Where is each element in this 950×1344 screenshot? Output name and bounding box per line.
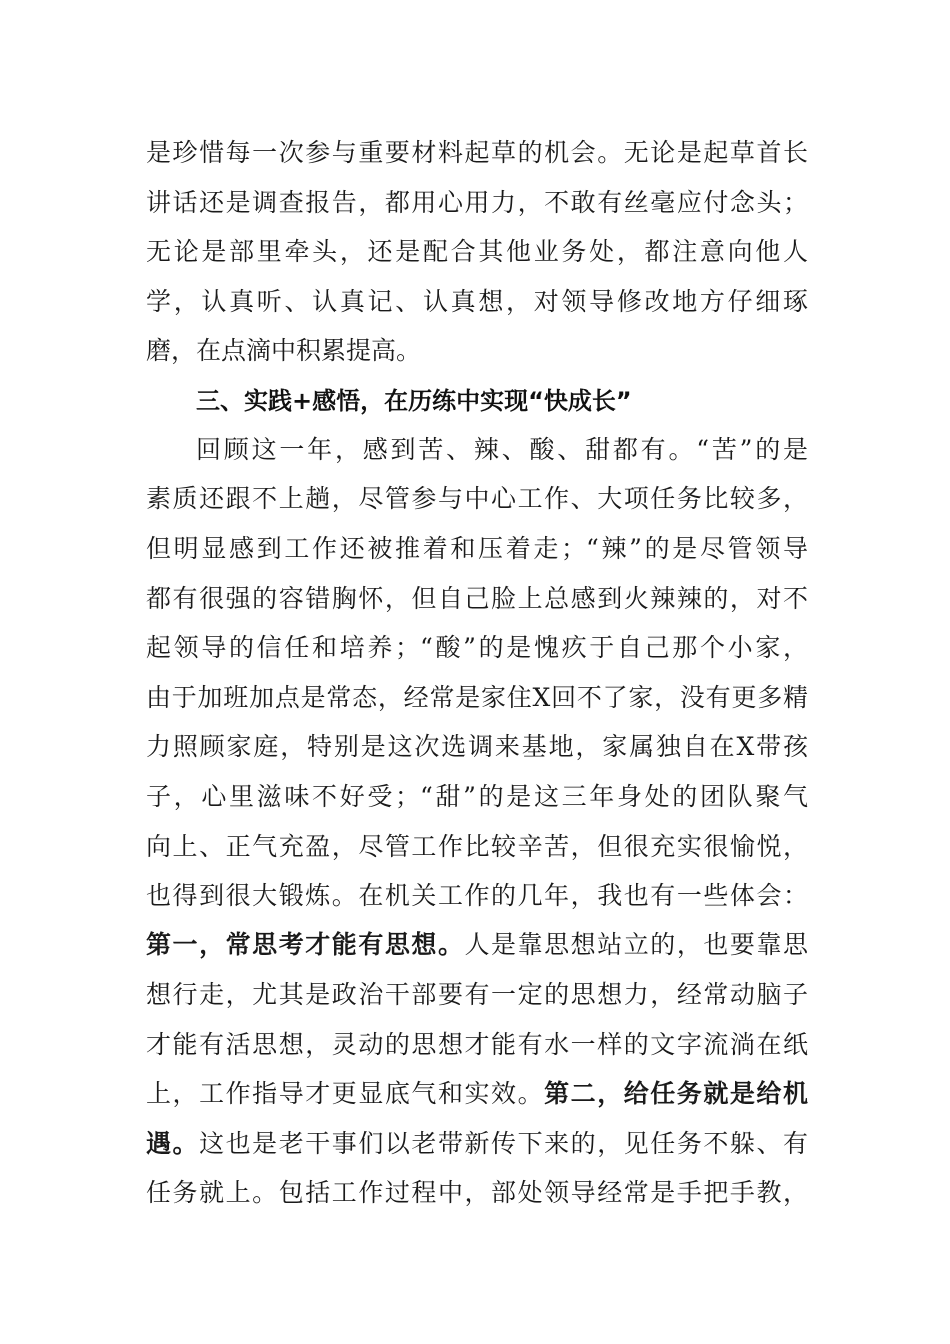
bold-point-two-end: 遇。 [146,1129,200,1158]
text-line: 磨，在点滴中积累提高。 [146,336,422,365]
text-line: 才能有活思想，灵动的思想才能有水一样的文字流淌在纸 [146,1030,808,1059]
text-line: 素质还跟不上趟，尽管参与中心工作、大项任务比较多， [146,484,808,513]
text-line: 讲话还是调查报告，都用心用力，不敢有丝毫应付念头； [146,188,808,217]
text-line: 无论是部里牵头，还是配合其他业务处，都注意向他人 [146,237,808,266]
text-line: 子，心里滋味不好受；“甜”的是这三年身处的团队聚气 [146,782,808,811]
text-line: 回顾这一年，感到苦、辣、酸、甜都有。“苦”的是 [196,435,808,464]
text-line: 学，认真听、认真记、认真想，对领导修改地方仔细琢 [146,287,808,316]
bold-point-one: 第一，常思考才能有思想。 [146,930,465,959]
bold-point-two: 第二，给任务就是给机 [544,1079,808,1108]
text-segment: 上，工作指导才更显底气和实效。 [146,1079,545,1108]
text-segment: 这也是老干事们以老带新传下来的，见任务不躲、有 [199,1129,808,1158]
text-line: 也得到很大锻炼。在机关工作的几年，我也有一些体会： [146,881,808,910]
text-line [146,1074,808,1114]
text-segment: 人是靠思想站立的，也要靠思 [464,930,808,959]
text-line: 力照顾家庭，特别是这次选调来基地，家属独自在X带孩 [146,732,808,761]
text-line: 任务就上。包括工作过程中，部处领导经常是手把手教， [146,1178,808,1207]
section-heading: 三、实践+感悟，在历练中实现“快成长” [196,387,632,415]
text-line: 是珍惜每一次参与重要材料起草的机会。无论是起草首长 [146,138,808,167]
text-line [146,1124,808,1164]
text-line: 想行走，尤其是政治干部要有一定的思想力，经常动脑子 [146,980,808,1009]
text-line: 由于加班加点是常态，经常是家住X回不了家，没有更多精 [146,683,808,712]
text-line [146,925,808,965]
text-line: 起领导的信任和培养；“酸”的是愧疚于自己那个小家， [146,633,808,662]
text-line: 都有很强的容错胸怀，但自己脸上总感到火辣辣的，对不 [146,584,808,613]
text-line: 但明显感到工作还被推着和压着走；“辣”的是尽管领导 [146,534,808,563]
text-line: 向上、正气充盈，尽管工作比较辛苦，但很充实很愉悦， [146,832,808,861]
